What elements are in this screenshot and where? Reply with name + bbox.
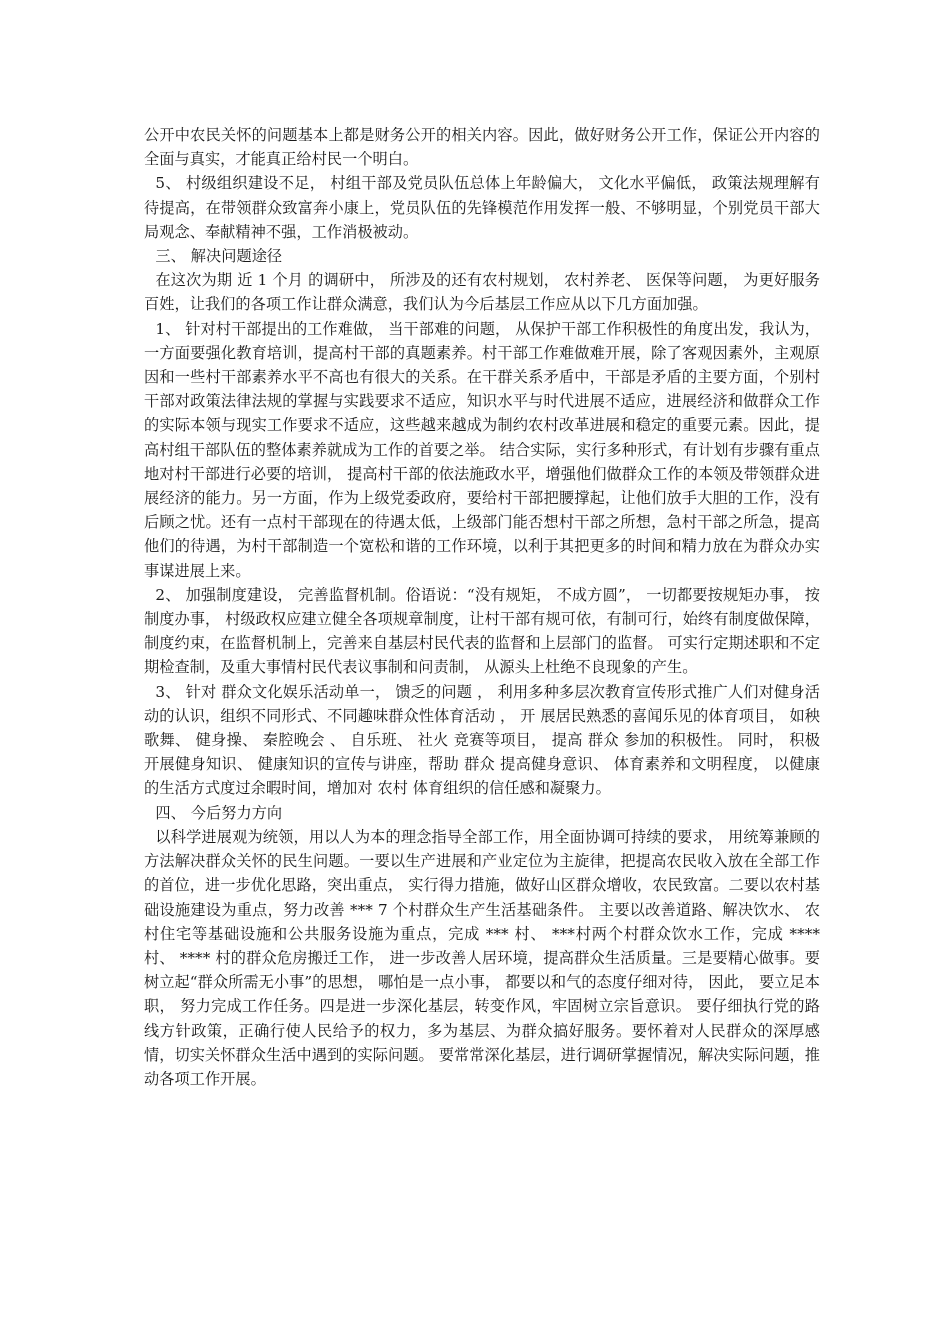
paragraph-item-2: 2、 加强制度建设， 完善监督机制。俗语说：“没有规矩， 不成方圆”， 一切都要按规矩办事， 按制度办事， 村级政权应建立健全各项规章制度，让村干部有规可依，有制可行，始终有制度做保障， 制度约束，在监督机制上，完善来自基层村民代表的监督和上层部门的监督。 可实行定期述职和不定期检查制，及重大事情村民代表议事制和问责制， 从源头上杜绝不良现象的产生。 [144,585,820,677]
paragraph-survey-intro: 在这次为期 近 1 个月 的调研中， 所涉及的还有农村规划， 农村养老、 医保等问题， 为更好服务百姓，让我们的各项工作让群众满意，我们认为今后基层工作应从以下几方面加强。 [144,271,820,314]
paragraph-continuation: 公开中农民关怀的问题基本上都是财务公开的相关内容。因此，做好财务公开工作，保证公开内容的全面与真实，才能真正给村民一个明白。 [144,126,820,169]
document-page [144,123,820,1091]
section-heading-3: 三、 解决问题途径 [155,247,283,266]
section-heading-4: 四、 今后努力方向 [155,803,283,822]
paragraph-item-5: 5、 村级组织建设不足， 村组干部及党员队伍总体上年龄偏大， 文化水平偏低， 政策法规理解有待提高，在带领群众致富奔小康上，党员队伍的先锋模范作用发挥一般、不够明显，个别党员干部大局观念、奉献精神不强，工作消极被动。 [144,174,820,241]
paragraph-item-3: 3、 针对 群众文化娱乐活动单一， 馈乏的问题 ， 利用多种多层次教育宣传形式推广人们对健身活动的认识，组织不同形式、不同趣味群众性体育活动 ， 开 展居民熟悉的喜闻乐见的体育项目， 如秧歌舞、 健身操、 秦腔晚会 、 自乐班、 社火 竞赛等项目， 提高 群众 参加的积极性。 同时， 积极开展健身知识、 健康知识的宣传与讲座，帮助 群众 提高健身意识、 体育素养和文明程度， 以健康的生活方式度过余暇时间，增加对 农村 体育组织的信任感和凝聚力。 [144,682,820,798]
paragraph-future-direction: 以科学进展观为统领，用以人为本的理念指导全部工作，用全面协调可持续的要求， 用统筹兼顾的方法解决群众关怀的民生问题。一要以生产进展和产业定位为主旋律，把提高农民收入放在全部工作的首位，进一步优化思路，突出重点， 实行得力措施，做好山区群众增收，农民致富。二要以农村基础设施建设为重点，努力改善 *** 7 个村群众生产生活基础条件。 主要以改善道路、解决饮水、 农村住宅等基础设施和公共服务设施为重点，完成 *** 村、 ***村两个村群众饮水工作，完成 **** 村、 **** 村的群众危房搬迁工作， 进一步改善人居环境，提高群众生活质量。三是要精心做事。要树立起“群众所需无小事”的思想， 哪怕是一点小事， 都要以和气的态度仔细对待， 因此， 要立足本职， 努力完成工作任务。四是进一步深化基层，转变作风，牢固树立宗旨意识。 要仔细执行党的路线方针政策，正确行使人民给予的权力，多为基层、为群众搞好服务。要怀着对人民群众的深厚感情，切实关怀群众生活中遇到的实际问题。 要常常深化基层，进行调研掌握情况，解决实际问题，推动各项工作开展。 [144,827,820,1088]
paragraph-item-1: 1、 针对村干部提出的工作难做， 当干部难的问题， 从保护干部工作积极性的角度出发，我认为，一方面要强化教育培训，提高村干部的真题素养。村干部工作难做难开展，除了客观因素外，主观原因和一些村干部素养水平不高也有很大的关系。在干群关系矛盾中，干部是矛盾的主要方面，个别村干部对政策法律法规的掌握与实践要求不适应，知识水平与时代进展不适应，进展经济和做群众工作的实际本领与现实工作要求不适应，这些越来越成为制约农村改革进展和稳定的重要元素。因此，提高村组干部队伍的整体素养就成为工作的首要之举。 结合实际，实行多种形式，有计划有步骤有重点地对村干部进行必要的培训， 提高村干部的依法施政水平，增强他们做群众工作的本领及带领群众进展经济的能力。另一方面，作为上级党委政府，要给村干部把腰撑起，让他们放手大胆的工作，没有后顾之忧。还有一点村干部现在的待遇太低，上级部门能否想村干部之所想，急村干部之所急，提高他们的待遇，为村干部制造一个宽松和谐的工作环境，以利于其把更多的时间和精力放在为群众办实事谋进展上来。 [144,319,820,580]
